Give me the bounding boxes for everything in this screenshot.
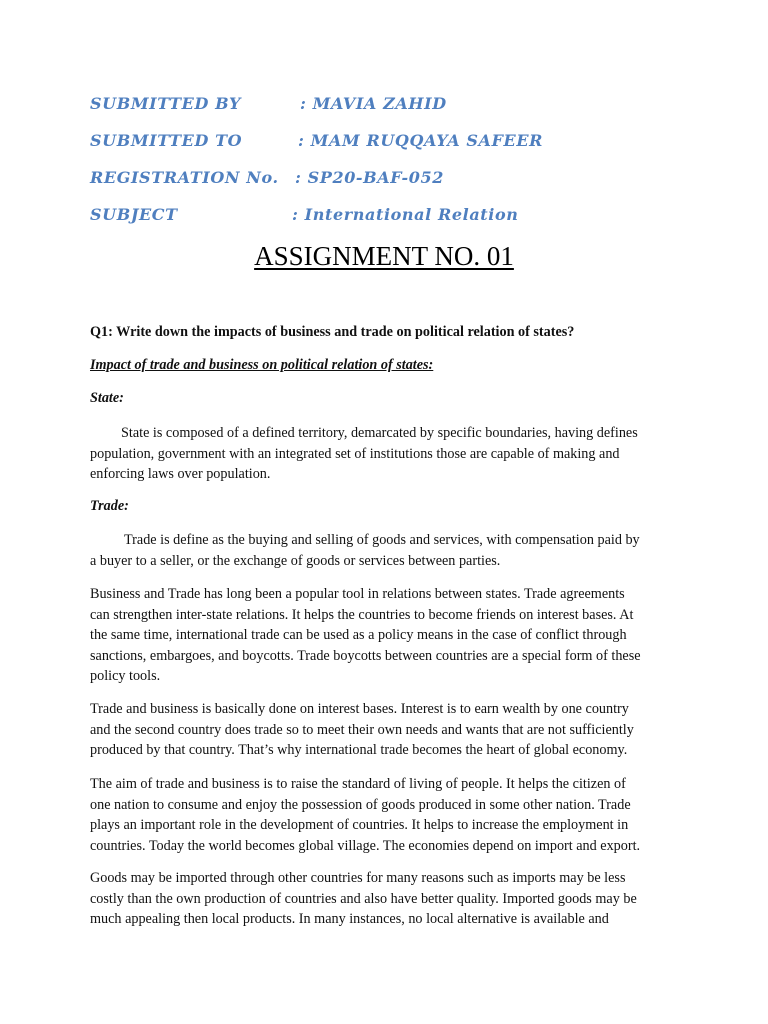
paragraph-line: can strengthen inter-state relations. It helps the countries to become friends on interest bases. At [90, 606, 634, 623]
paragraph-line: Goods may be imported through other countries for many reasons such as imports may be less [90, 870, 626, 886]
state-line: enforcing laws over population. [90, 466, 271, 482]
submitted-by-value: : MAVIA ZAHID [300, 94, 447, 113]
paragraph-line: Business and Trade has long been a popular tool in relations between states. Trade agreements [90, 586, 625, 602]
question-text: Q1: Write down the impacts of business and trade on political relation of states? [90, 324, 575, 340]
submitted-to-value: : MAM RUQQAYA SAFEER [298, 131, 544, 150]
trade-paragraph [90, 530, 690, 571]
state-line: population, government with an integrated set of institutions those are capable of making and [90, 445, 620, 462]
paragraph-line: plays an important role in the development of countries. It helps to increase the employment in [90, 817, 629, 833]
paragraph-line: and the second country does trade so to meet their own needs and wants that are not sufficiently [90, 721, 634, 738]
paragraph-line: countries. Today the world becomes global village. The economies depend on import and export. [90, 837, 641, 854]
state-paragraph [90, 423, 690, 485]
body-paragraph-3 [90, 774, 690, 856]
body-paragraph-2 [90, 699, 690, 761]
submitted-by-label: SUBMITTED BY [90, 94, 241, 113]
state-line: State is composed of a defined territory, demarcated by specific boundaries, having defines [121, 425, 638, 441]
body-paragraph-1 [90, 584, 690, 687]
subject-label: SUBJECT [90, 205, 178, 224]
submitted-by-row [90, 94, 447, 113]
registration-label: REGISTRATION No. [90, 168, 279, 187]
trade-heading: Trade: [90, 498, 129, 514]
paragraph-line: one nation to consume and enjoy the possession of goods produced in some other nation. Trade [90, 796, 631, 813]
paragraph-line: much appealing then local products. In many instances, no local alternative is available and [90, 911, 609, 927]
submitted-to-row [90, 131, 544, 150]
subject-value: : International Relation [292, 205, 519, 224]
submitted-to-label: SUBMITTED TO [90, 131, 243, 150]
registration-value: : SP20-BAF-052 [295, 168, 444, 187]
paragraph-line: The aim of trade and business is to raise the standard of living of people. It helps the citizen of [90, 776, 626, 792]
trade-line: Trade is define as the buying and selling of goods and services, with compensation paid by [124, 532, 640, 548]
trade-line: a buyer to a seller, or the exchange of goods or services between parties. [90, 552, 501, 569]
impact-heading: Impact of trade and business on political relation of states: [90, 357, 434, 373]
paragraph-line: the same time, international trade can be used as a policy means in the case of conflict through [90, 627, 627, 643]
registration-row [90, 168, 444, 187]
paragraph-line: sanctions, embargoes, and boycotts. Trade boycotts between countries are a special form of these [90, 647, 641, 664]
body-paragraph-4 [90, 868, 690, 930]
subject-row [90, 205, 519, 224]
paragraph-line: costly than the own production of countries and also have better quality. Imported goods may be [90, 890, 637, 907]
paragraph-line: produced by that country. That’s why international trade becomes the heart of global economy. [90, 742, 628, 758]
state-heading: State: [90, 390, 124, 406]
paragraph-line: policy tools. [90, 668, 161, 684]
assignment-title: ASSIGNMENT NO. 01 [254, 241, 514, 271]
paragraph-line: Trade and business is basically done on interest bases. Interest is to earn wealth by one country [90, 701, 629, 717]
